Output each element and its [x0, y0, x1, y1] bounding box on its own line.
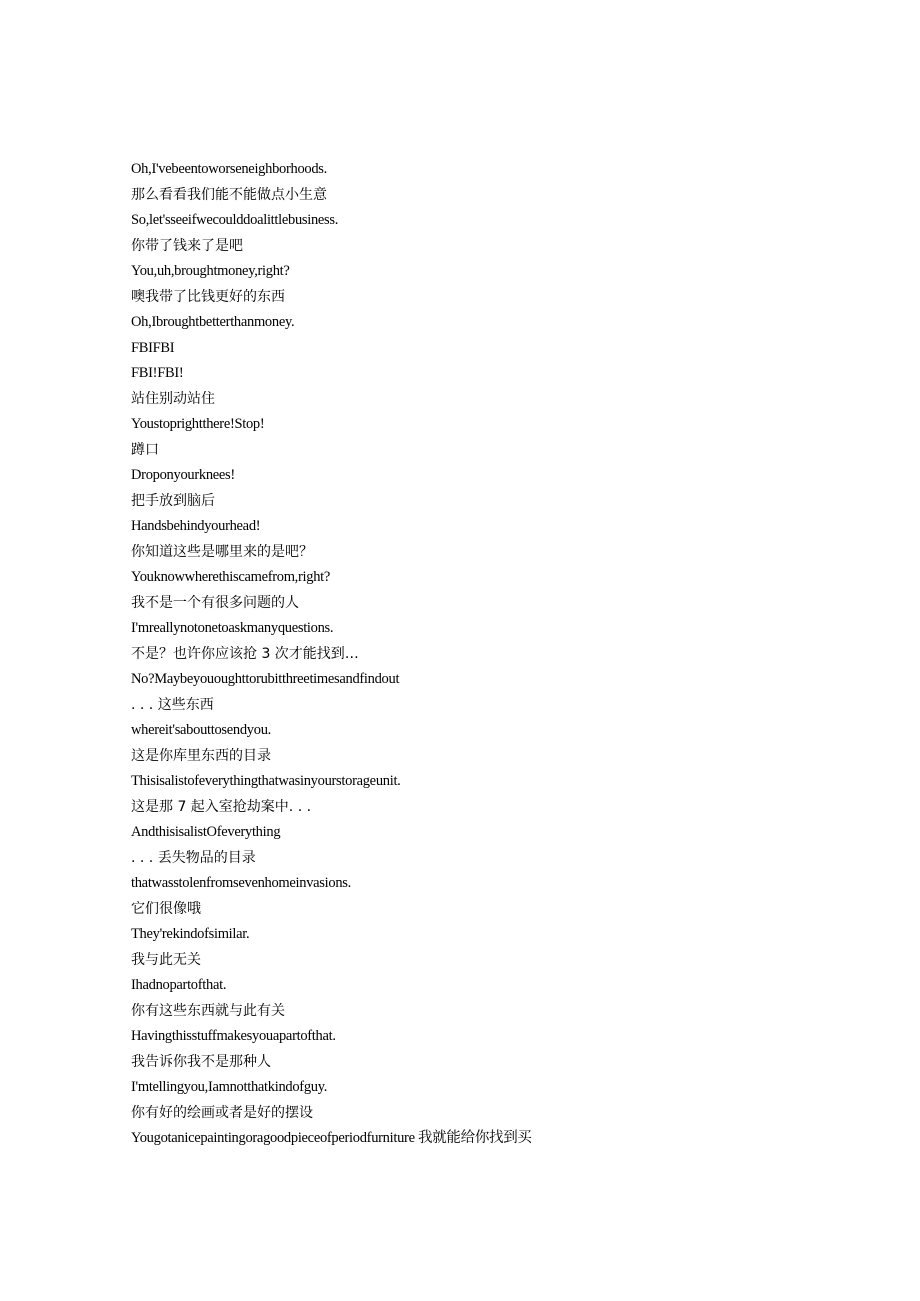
- transcript-line-chinese: . . . 丢失物品的目录: [131, 849, 256, 866]
- transcript-line-english: Droponyourknees!: [131, 467, 235, 483]
- transcript-line-chinese: 站住别动站住: [131, 390, 215, 407]
- transcript-line-english: FBI!FBI!: [131, 365, 184, 381]
- transcript-line-english: Youknowwherethiscamefrom,right?: [131, 569, 331, 585]
- transcript-line-english: FBIFBI: [131, 339, 175, 356]
- transcript-line-chinese: . . . 这些东西: [131, 696, 214, 713]
- transcript-line-chinese: 它们很像哦: [131, 900, 201, 917]
- transcript-line-english: thatwasstolenfromsevenhomeinvasions.: [131, 875, 351, 891]
- transcript-line-chinese: 你有这些东西就与此有关: [131, 1002, 285, 1019]
- transcript-line-chinese: 我不是一个有很多问题的人: [131, 594, 299, 611]
- transcript-line-english: Havingthisstuffmakesyouapartofthat.: [131, 1028, 336, 1044]
- transcript-line-english: Handsbehindyourhead!: [131, 518, 261, 534]
- transcript-line-chinese: 不是？也许你应该抢 3 次才能找到…: [131, 645, 359, 662]
- transcript-line-english: Youstoprightthere!Stop!: [131, 416, 265, 432]
- transcript-line-english: So,let'sseeifwecoulddoalittlebusiness.: [131, 212, 339, 228]
- transcript-line-chinese: 我与此无关: [131, 951, 201, 968]
- transcript-line-english: Oh,Ibroughtbetterthanmoney.: [131, 314, 295, 330]
- transcript-line-english: They'rekindofsimilar.: [131, 926, 250, 942]
- transcript-line-chinese: 这是你库里东西的目录: [131, 747, 271, 764]
- transcript-line-chinese: 那么看看我们能不能做点小生意: [131, 186, 327, 203]
- transcript-line-english: Thisisalistofeverythingthatwasinyourstorageunit.: [131, 773, 401, 789]
- transcript-line-english: whereit'sabouttosendyou.: [131, 722, 271, 738]
- transcript-line-chinese: 你知道这些是哪里来的是吧？: [131, 543, 313, 560]
- transcript-line-english: AndthisisalistOfeverything: [131, 824, 281, 840]
- transcript-line-chinese: 把手放到脑后: [131, 492, 215, 509]
- transcript-line-chinese: 蹲口: [131, 441, 159, 458]
- transcript-line-english: I'mreallynotonetoaskmanyquestions.: [131, 620, 334, 636]
- transcript-line-chinese: 这是那 7 起入室抢劫案中. . .: [131, 798, 312, 815]
- transcript-line-english: Yougotanicepaintingoragoodpieceofperiodfurniture 我就能给你找到买: [131, 1130, 532, 1146]
- transcript-line-english: No?Maybeyououghttorubitthreetimesandfindout: [131, 671, 400, 687]
- transcript-line-chinese: 你有好的绘画或者是好的摆设: [131, 1104, 313, 1121]
- transcript-line-english: Ihadnopartofthat.: [131, 977, 227, 993]
- transcript-line-english: I'mtellingyou,Iamnotthatkindofguy.: [131, 1079, 328, 1095]
- transcript-line-english: You,uh,broughtmoney,right?: [131, 263, 290, 279]
- transcript-line-chinese: 你带了钱来了是吧: [131, 237, 243, 254]
- transcript-body: [131, 157, 851, 1152]
- transcript-line-english: Oh,I'vebeentoworseneighborhoods.: [131, 161, 327, 177]
- transcript-line-chinese: 我告诉你我不是那种人: [131, 1053, 271, 1070]
- transcript-line-chinese: 噢我带了比钱更好的东西: [131, 288, 285, 305]
